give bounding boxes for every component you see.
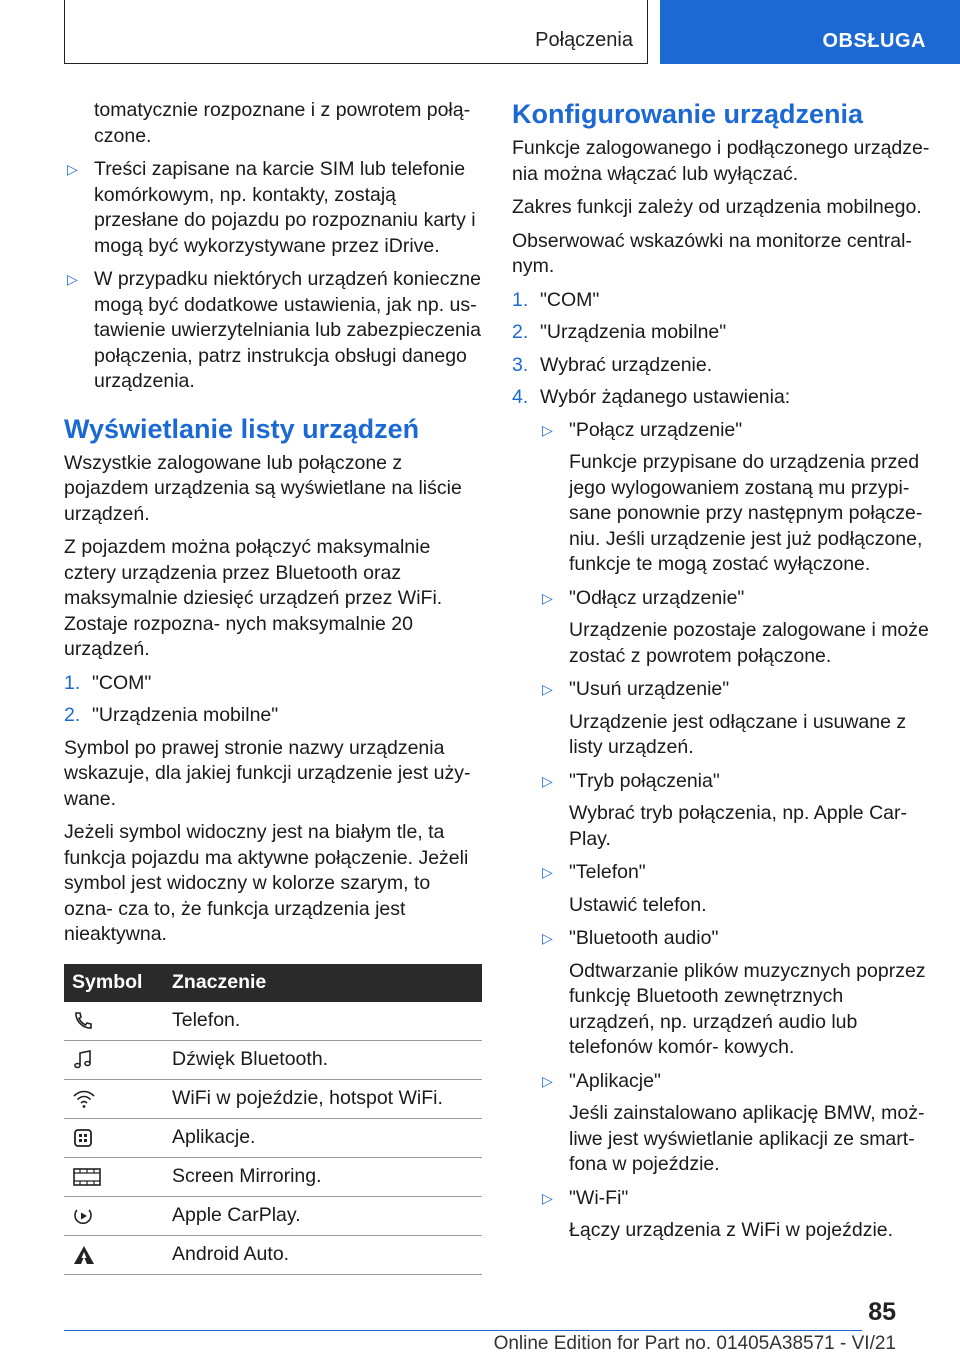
paragraph: Z pojazdem można połączyć maksymalnie cztery urządzenia przez Bluetooth oraz maksymalnie dziesięć urządzeń przez WiFi. Zostaje rozpozna‐ nych maksymalnie 20 urządzeń. [64, 536, 443, 660]
triangle-bullet-icon: ▷ [542, 1072, 553, 1089]
table-row [64, 1235, 482, 1274]
phone-icon [72, 1010, 94, 1032]
option-description: Jeśli zainstalowano aplikację BMW, moż‐ liwe jest wyświetlanie aplikacji ze smart‐ fona w pojeździe. [569, 1102, 925, 1175]
option-item [512, 1186, 932, 1212]
column-header-symbol: Symbol [64, 964, 164, 1002]
step-text: "COM" [540, 288, 600, 311]
meaning-cell: Telefon. [164, 1002, 482, 1041]
meaning-cell: Aplikacje. [164, 1118, 482, 1157]
paragraph: Symbol po prawej stronie nazwy urządzenia wskazuje, dla jakiej funkcji urządzenie jest uży‐ wane. [64, 736, 471, 810]
step-number: 1. [512, 288, 529, 311]
step-item [512, 353, 932, 379]
step-text: "Urządzenia mobilne" [540, 321, 727, 343]
option-title: "Bluetooth audio" [569, 927, 719, 949]
wifi-icon [72, 1088, 96, 1110]
option-description: Odtwarzanie plików muzycznych poprzez funkcję Bluetooth zewnętrznych urządzeń, np. urządzeń audio lub telefonów komór‐ kowych. [569, 959, 926, 1058]
section-heading-device-list: Wyświetlanie listy urządzeń [64, 413, 420, 444]
option-title: "Odłącz urządzenie" [569, 586, 745, 609]
table-row [64, 1002, 482, 1041]
option-description: Wybrać tryb połączenia, np. Apple Car‐ Play. [569, 802, 907, 850]
column-header-meaning: Znaczenie [164, 964, 482, 1002]
music-note-icon [72, 1049, 94, 1071]
meaning-cell: WiFi w pojeździe, hotspot WiFi. [164, 1079, 482, 1118]
triangle-bullet-icon: ▷ [542, 589, 553, 606]
option-item [512, 418, 932, 444]
triangle-bullet-icon: ▷ [542, 421, 553, 438]
left-column [64, 98, 482, 1275]
triangle-bullet-icon: ▷ [67, 271, 78, 287]
option-description: Łączy urządzenia z WiFi w pojeździe. [569, 1219, 894, 1241]
step-item [64, 671, 482, 697]
screen-mirroring-icon [72, 1166, 102, 1188]
option-title: "Połącz urządzenie" [569, 418, 743, 441]
bullet-text: W przypadku niektórych urządzeń konieczne mogą być dodatkowe ustawienia, jak np. us‐ tawienie uwierzytelniania lub zabezpieczenia połączenia, patrz instrukcja obsługi danego urządzenia. [94, 268, 481, 392]
header-section-box [64, 0, 648, 64]
triangle-bullet-icon: ▷ [542, 772, 553, 789]
step-item [512, 288, 932, 314]
table-header-row [64, 964, 482, 1002]
step-item [512, 320, 932, 346]
option-item [512, 769, 932, 795]
step-item [512, 385, 932, 411]
edition-note: Online Edition for Part no. 01405A38571 - VI/21 [493, 1333, 896, 1354]
table-row [64, 1157, 482, 1196]
option-title: "Aplikacje" [569, 1069, 661, 1092]
apps-icon [72, 1127, 94, 1149]
table-row [64, 1079, 482, 1118]
option-title: "Tryb połączenia" [569, 769, 720, 792]
option-item [512, 860, 932, 886]
step-number: 2. [64, 704, 81, 726]
section-heading-configure-device: Konfigurowanie urządzenia [512, 99, 864, 129]
option-description: Urządzenie jest odłączane i usuwane z listy urządzeń. [569, 710, 907, 758]
symbol-table [64, 964, 482, 1275]
option-item [512, 677, 932, 703]
bullet-text: Treści zapisane na karcie SIM lub telefonie komórkowym, np. kontakty, zostają przesłane do pojazdu po rozpoznaniu karty i mogą być wykorzystywane przez iDrive. [94, 158, 476, 257]
bullet-item [64, 267, 482, 395]
table-row [64, 1118, 482, 1157]
option-title: "Wi-Fi" [569, 1186, 629, 1209]
step-number: 3. [512, 353, 529, 376]
continued-bullet-text: tomatycznie rozpoznane i z powrotem połą‐ czone. [94, 99, 471, 147]
option-item [512, 586, 932, 612]
option-title: "Usuń urządzenie" [569, 678, 730, 700]
step-text: "Urządzenia mobilne" [92, 704, 279, 726]
page-number: 85 [868, 1298, 896, 1326]
step-number: 2. [512, 321, 529, 343]
triangle-bullet-icon: ▷ [67, 161, 78, 177]
bullet-item [64, 157, 482, 259]
triangle-bullet-icon: ▷ [542, 930, 553, 946]
right-column [512, 98, 932, 1252]
table-row [64, 1040, 482, 1079]
meaning-cell: Apple CarPlay. [164, 1196, 482, 1235]
triangle-bullet-icon: ▷ [542, 681, 553, 697]
triangle-bullet-icon: ▷ [542, 864, 553, 880]
option-item [512, 926, 932, 952]
android-auto-icon [72, 1244, 96, 1266]
step-text: "COM" [92, 671, 152, 694]
step-number: 4. [512, 386, 529, 408]
option-description: Urządzenie pozostaje zalogowane i może zostać z powrotem połączone. [569, 619, 929, 667]
paragraph: Jeżeli symbol widoczny jest na białym tle, ta funkcja pojazdu ma aktywne połączenie. Jeżeli symbol jest widoczny w kolorze szarym, to ozna‐ cza to, że funkcja urządzenia jest nieaktywna. [64, 821, 469, 945]
footer-divider [64, 1330, 862, 1331]
step-number: 1. [64, 671, 81, 694]
step-text: Wybrać urządzenie. [540, 353, 713, 376]
triangle-bullet-icon: ▷ [542, 1189, 553, 1206]
option-item [512, 1069, 932, 1095]
step-item [64, 703, 482, 729]
header-chapter-title: OBSŁUGA [822, 30, 926, 52]
option-description: Ustawić telefon. [569, 893, 707, 916]
paragraph: Obserwować wskazówki na monitorze central‐ nym. [512, 229, 912, 277]
paragraph: Wszystkie zalogowane lub połączone z pojazdem urządzenia są wyświetlane na liście urządzeń. [64, 451, 462, 525]
header-section-title: Połączenia [535, 29, 633, 51]
option-title: "Telefon" [569, 861, 646, 883]
table-row [64, 1196, 482, 1235]
header-chapter-box [660, 0, 960, 64]
paragraph: Zakres funkcji zależy od urządzenia mobilnego. [512, 196, 922, 218]
step-text: Wybór żądanego ustawienia: [540, 386, 791, 408]
meaning-cell: Dźwięk Bluetooth. [164, 1040, 482, 1079]
option-description: Funkcje przypisane do urządzenia przed jego wylogowaniem zostaną mu przypi‐ sane ponownie przy następnym połącze‐ niu. Jeśli urządzenie jest już podłączone, funkcje te mogą zostać wyłączone. [569, 451, 923, 575]
meaning-cell: Android Auto. [164, 1235, 482, 1274]
meaning-cell: Screen Mirroring. [164, 1157, 482, 1196]
carplay-icon [72, 1205, 94, 1227]
paragraph: Funkcje zalogowanego i podłączonego urządze‐ nia można włączać lub wyłączać. [512, 137, 930, 185]
